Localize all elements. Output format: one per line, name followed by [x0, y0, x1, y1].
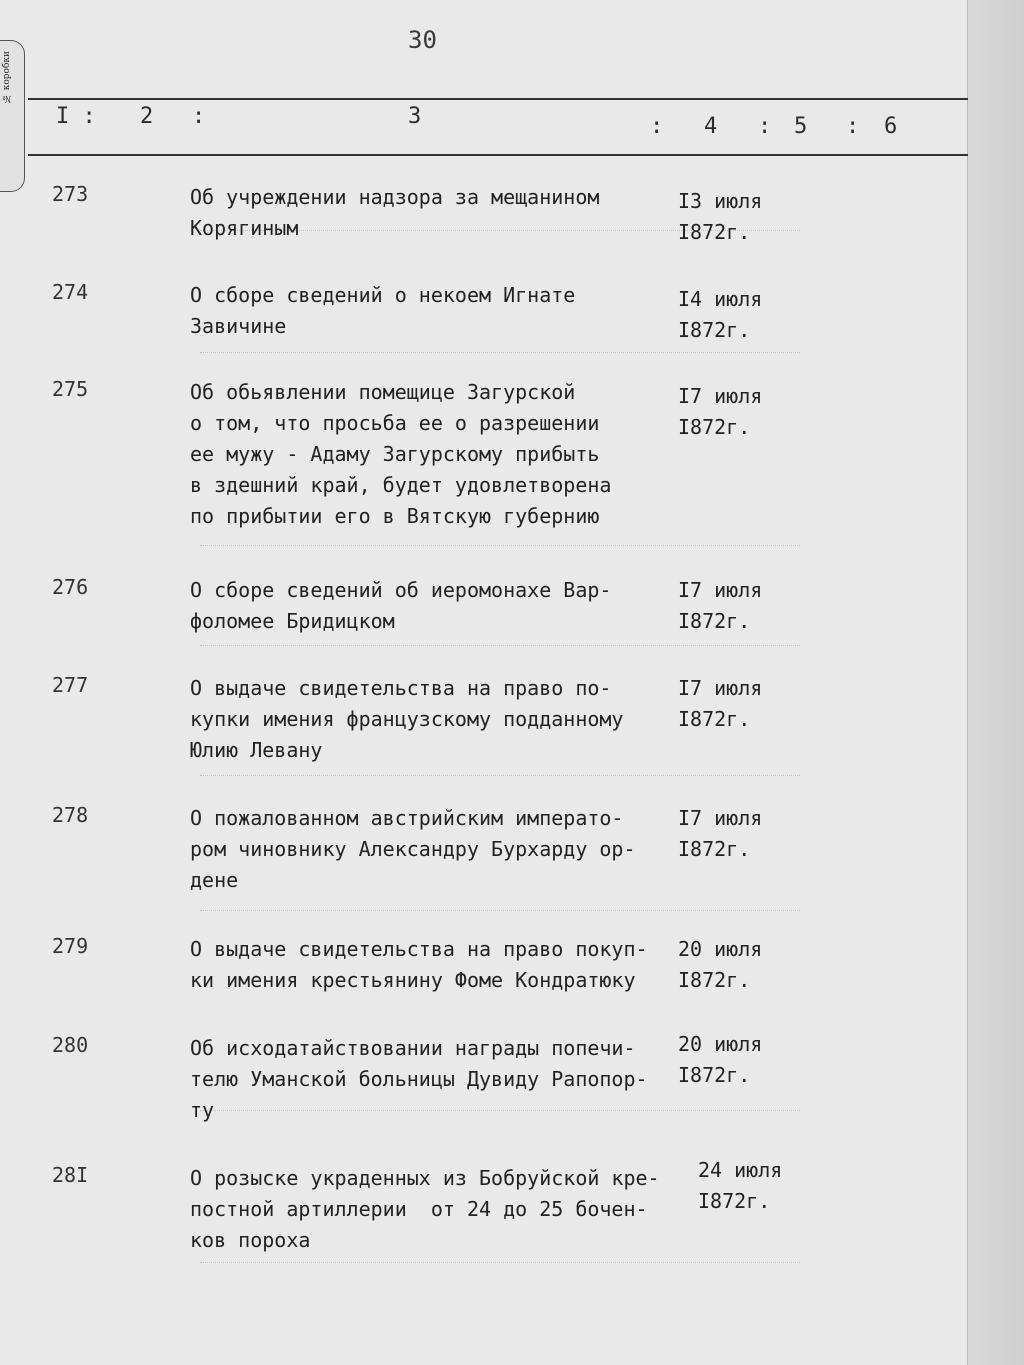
row-date: 24 июля I872г.	[698, 1158, 783, 1213]
header-top-rule	[28, 98, 968, 100]
row-number: 274	[52, 280, 89, 304]
row-date: I7 июля I872г.	[678, 384, 763, 439]
row-description: О сборе сведений о некоем Игнате Завичине	[190, 283, 576, 338]
bleed-through-line	[200, 775, 800, 777]
bleed-through-line	[200, 352, 800, 354]
row-number: 28I	[52, 1163, 89, 1187]
row-date: 20 июля I872г.	[678, 1032, 763, 1087]
row-description: О выдаче свидетельства на право по- купки имения французскому подданному Юлию Левану	[190, 676, 624, 762]
next-page-edge	[967, 0, 1024, 1365]
header-col-6: 6	[884, 114, 898, 139]
header-col-5: 5	[794, 114, 808, 139]
row-number: 275	[52, 377, 89, 401]
row-date: I3 июля I872г.	[678, 189, 763, 244]
header-colon-4: :	[846, 114, 860, 139]
header-col-4: 4	[704, 114, 718, 139]
binding-tab	[0, 40, 25, 192]
bleed-through-line	[200, 545, 800, 547]
row-description: О выдаче свидетельства на право покуп- ки имения крестьянину Фоме Кондратюку	[190, 937, 648, 992]
row-date: I7 июля I872г.	[678, 676, 763, 731]
row-description: Об обьявлении помещице Загурской о том, что просьба ее о разрешении ее мужу - Адаму Загурскому прибыть в здешний край, будет удовлетворена по прибытии его в Вятскую губернию	[190, 380, 612, 528]
row-number: 276	[52, 575, 89, 599]
header-col-2: 2	[140, 104, 154, 129]
row-number: 280	[52, 1033, 89, 1057]
bleed-through-line	[200, 645, 800, 647]
page-number: 30	[408, 26, 437, 54]
bleed-through-line	[200, 910, 800, 912]
row-description: О розыске украденных из Бобруйской кре- постной артиллерии от 24 до 25 бочен- ков пороха	[190, 1166, 660, 1252]
row-number: 273	[52, 182, 89, 206]
header-colon-2: :	[650, 114, 664, 139]
row-description: Об учреждении надзора за мещанином Корягиным	[190, 185, 600, 240]
row-number: 279	[52, 934, 89, 958]
header-colon-1: :	[192, 104, 206, 129]
row-date: 20 июля I872г.	[678, 937, 763, 992]
row-description: О сборе сведений об иеромонахе Вар- фоломее Бридицком	[190, 578, 612, 633]
row-description: Об исходатайствовании награды попечи- телю Уманской больницы Дувиду Рапопор- ту	[190, 1036, 648, 1122]
row-date: I4 июля I872г.	[678, 287, 763, 342]
row-number: 277	[52, 673, 89, 697]
row-date: I7 июля I872г.	[678, 578, 763, 633]
row-description: О пожалованном австрийским императо- ром чиновнику Александру Бурхарду ор- дене	[190, 806, 636, 892]
row-number: 278	[52, 803, 89, 827]
bleed-through-line	[200, 1262, 800, 1264]
binding-label: № коробки	[2, 51, 12, 104]
header-col-3: 3	[408, 104, 422, 129]
header-colon-3: :	[758, 114, 772, 139]
header-bottom-rule	[28, 154, 968, 156]
header-col-1: I :	[56, 104, 96, 129]
row-date: I7 июля I872г.	[678, 806, 763, 861]
